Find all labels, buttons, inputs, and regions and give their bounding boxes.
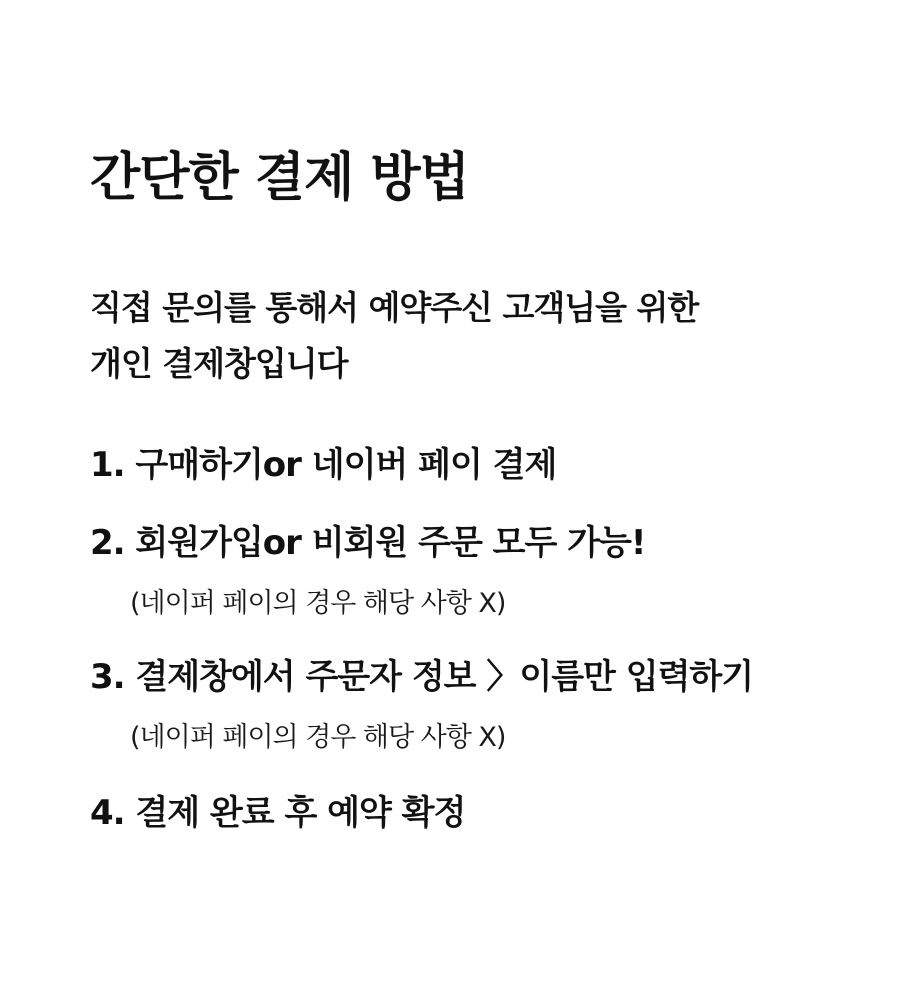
intro-line-1: 직접 문의를 통해서 예약주신 고객님을 위한 bbox=[90, 288, 699, 327]
step-3-note: (네이퍼 페이의 경우 해당 사항 X) bbox=[130, 722, 506, 753]
step-1: 1. 구매하기or 네이버 페이 결제 bbox=[90, 445, 557, 485]
page-title: 간단한 결제 방법 bbox=[90, 148, 469, 208]
step-2: 2. 회원가입or 비회원 주문 모두 가능! bbox=[90, 523, 646, 563]
intro-line-2: 개인 결제창입니다 bbox=[90, 344, 348, 383]
step-4: 4. 결제 완료 후 예약 확정 bbox=[90, 793, 466, 833]
step-2-note: (네이퍼 페이의 경우 해당 사항 X) bbox=[130, 588, 506, 619]
step-3: 3. 결제창에서 주문자 정보 〉이름만 입력하기 bbox=[90, 657, 754, 697]
